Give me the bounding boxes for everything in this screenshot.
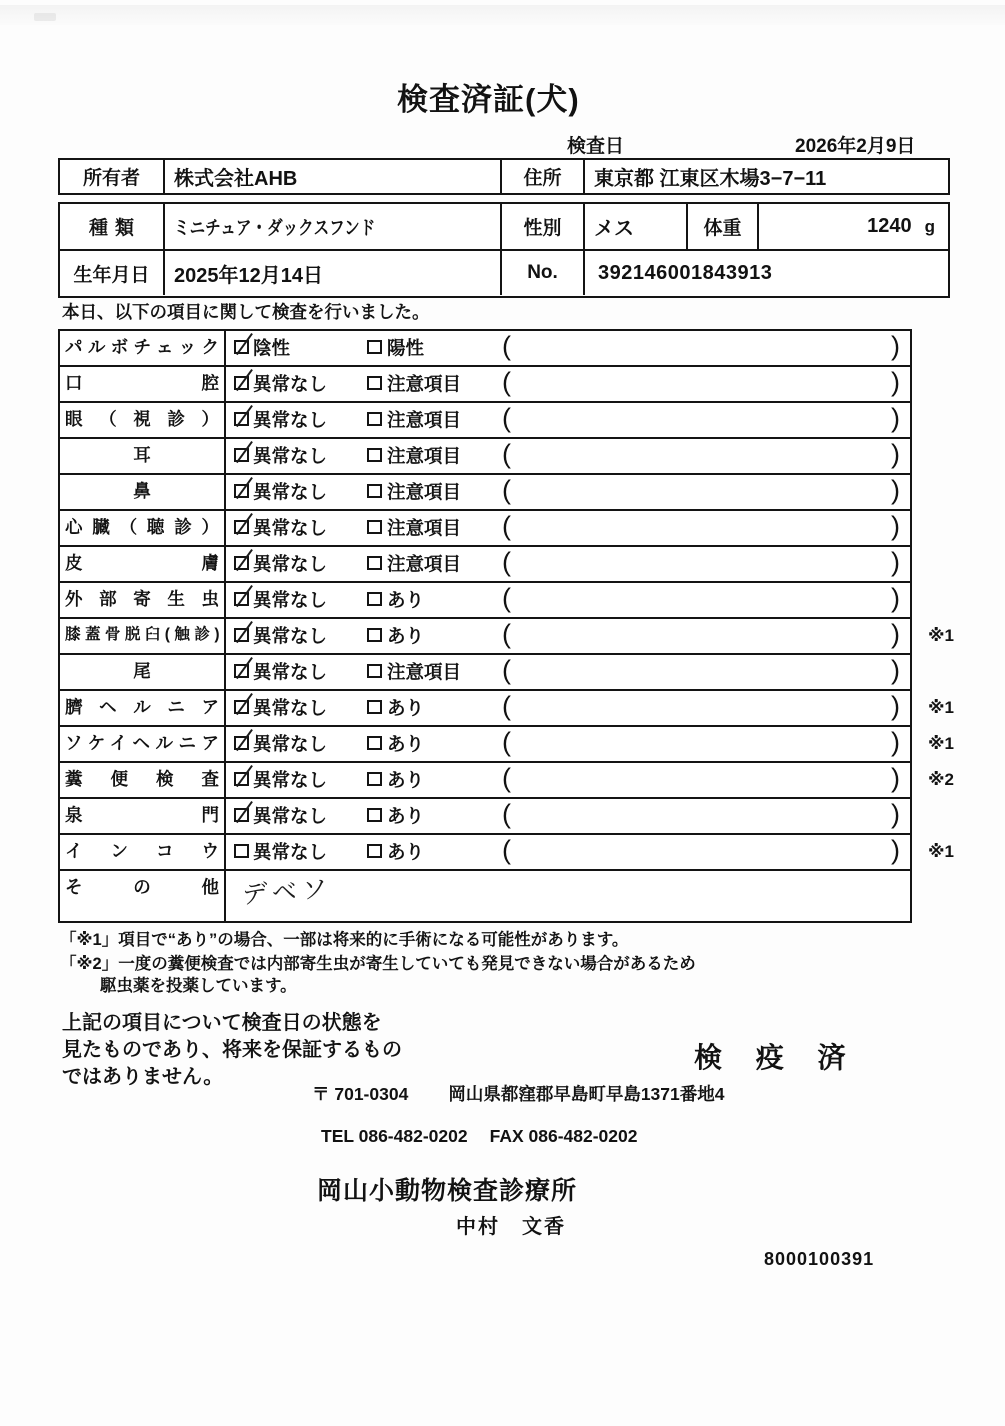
checkbox-unchecked xyxy=(367,412,382,426)
footnote-marker: ※1 xyxy=(928,698,954,717)
close-paren: ) xyxy=(891,366,900,397)
pet-table-row-2 xyxy=(60,251,948,295)
option-2-label: 注意項目 xyxy=(387,373,462,395)
checklist-item-label: 膝蓋骨脱臼(触診) xyxy=(60,619,226,653)
checkbox-checked xyxy=(234,412,249,426)
option-2-label: 注意項目 xyxy=(387,445,462,467)
checklist-item-label: パルボチェック xyxy=(60,331,226,365)
option-2-label: あり xyxy=(387,589,425,611)
page-title: 検査済証(犬) xyxy=(397,82,580,117)
checklist-row xyxy=(60,439,910,475)
option-1-label: 異常なし xyxy=(253,733,328,755)
option-2-label: 注意項目 xyxy=(387,409,462,431)
close-paren: ) xyxy=(891,618,900,649)
checkbox-unchecked xyxy=(367,736,382,750)
clinic-address: 岡山県都窪郡早島町早島1371番地4 xyxy=(448,1084,725,1104)
sex-label: 性別 xyxy=(502,204,585,249)
owner-value: 株式会社AHB xyxy=(165,160,502,193)
option-1-label: 異常なし xyxy=(253,481,328,503)
checklist-item-label: 外部寄生虫 xyxy=(60,583,226,617)
footnote-2: 「※2」一度の糞便検査では内部寄生虫が寄生していても発見できない場合があるため xyxy=(60,955,696,973)
open-paren: ( xyxy=(502,582,511,613)
option-2-label: あり xyxy=(387,805,425,827)
open-paren: ( xyxy=(502,798,511,829)
checklist-item-content xyxy=(226,655,910,689)
checklist-item-content xyxy=(226,691,910,725)
quarantine-passed-stamp: 検 疫 済 xyxy=(694,1042,859,1073)
serial-number: 8000100391 xyxy=(764,1249,875,1269)
checklist-item-label: 口腔 xyxy=(60,367,226,401)
option-1-label: 異常なし xyxy=(253,841,328,863)
checkbox-checked xyxy=(234,700,249,714)
checklist-item-label: 臍ヘルニア xyxy=(60,691,226,725)
sex-value: メス xyxy=(585,204,688,249)
option-1-label: 異常なし xyxy=(253,661,328,683)
checklist-item-label: 泉門 xyxy=(60,799,226,833)
breed-label: 種類 xyxy=(60,204,165,249)
checkbox-unchecked xyxy=(234,844,249,858)
checkbox-checked xyxy=(234,340,249,354)
clinic-postal-code: 〒 701-0304 xyxy=(312,1084,409,1104)
option-1-label: 異常なし xyxy=(253,445,328,467)
checklist-item-content xyxy=(226,835,910,869)
checkbox-checked xyxy=(234,376,249,390)
address-value: 東京都 江東区木場3−7−11 xyxy=(594,168,827,190)
footnote-marker: ※1 xyxy=(928,734,954,753)
open-paren: ( xyxy=(502,546,511,577)
checklist-row xyxy=(60,799,910,835)
checklist-row xyxy=(60,871,910,921)
checklist-row xyxy=(60,726,954,763)
open-paren: ( xyxy=(502,474,511,505)
clinic-postal-line xyxy=(312,1081,725,1106)
dob-value: 2025年12月14日 xyxy=(165,251,502,295)
close-paren: ) xyxy=(891,834,900,865)
checkbox-unchecked xyxy=(367,628,382,642)
open-paren: ( xyxy=(502,402,511,433)
checkbox-unchecked xyxy=(367,448,382,462)
checklist-item-label: 眼（視診） xyxy=(60,403,226,437)
checklist-row xyxy=(60,690,954,727)
checklist-row xyxy=(60,331,910,367)
checkbox-unchecked xyxy=(367,520,382,534)
checklist-item-content xyxy=(226,763,910,797)
checkbox-checked xyxy=(234,592,249,606)
exam-date-label: 検査日 xyxy=(567,136,625,157)
checkbox-unchecked xyxy=(367,700,382,714)
checklist-item-content xyxy=(226,547,910,581)
checklist-item-content xyxy=(226,799,910,833)
option-2-label: あり xyxy=(387,625,425,647)
no-value: 392146001843913 xyxy=(598,261,773,284)
option-2-label: 注意項目 xyxy=(387,661,462,683)
checklist-item-label: その他 xyxy=(60,871,226,921)
checklist-item-content xyxy=(226,439,910,473)
checklist-item-content xyxy=(226,871,910,921)
no-label: No. xyxy=(502,251,585,295)
breed-cell xyxy=(165,204,502,249)
weight-cell xyxy=(759,204,948,249)
open-paren: ( xyxy=(502,762,511,793)
option-1-label: 異常なし xyxy=(253,517,328,539)
checkbox-unchecked xyxy=(367,340,382,354)
scan-artifact-band xyxy=(0,5,1005,25)
option-1-label: 異常なし xyxy=(253,553,328,575)
open-paren: ( xyxy=(502,726,511,757)
footnote-marker: ※2 xyxy=(928,770,954,789)
open-paren: ( xyxy=(502,438,511,469)
checklist-item-label: 皮膚 xyxy=(60,547,226,581)
checkbox-checked xyxy=(234,556,249,570)
disclaimer-line-2: 見たものであり、将来を保証するもの xyxy=(62,1039,402,1061)
weight-unit: g xyxy=(924,216,935,236)
close-paren: ) xyxy=(891,690,900,721)
checklist-item-label: 耳 xyxy=(60,439,226,473)
close-paren: ) xyxy=(891,438,900,469)
checkbox-unchecked xyxy=(367,556,382,570)
close-paren: ) xyxy=(891,474,900,505)
option-2-label: あり xyxy=(387,841,425,863)
option-2-label: あり xyxy=(387,769,425,791)
open-paren: ( xyxy=(502,366,511,397)
checkbox-unchecked xyxy=(367,844,382,858)
checklist-row xyxy=(60,834,954,871)
handwritten-note: デベソ xyxy=(241,874,333,910)
checklist-item-content xyxy=(226,583,910,617)
disclaimer-text xyxy=(62,1010,402,1091)
checkbox-unchecked xyxy=(367,592,382,606)
open-paren: ( xyxy=(502,690,511,721)
checklist-item-label: ソケイヘルニア xyxy=(60,727,226,761)
option-2-label: あり xyxy=(387,733,425,755)
option-1-label: 異常なし xyxy=(253,409,328,431)
checklist-row xyxy=(60,762,954,799)
pet-table-row-1 xyxy=(60,204,948,251)
intro-text: 本日、以下の項目に関して検査を行いました。 xyxy=(62,302,430,322)
checklist-row xyxy=(60,655,910,691)
footnote-marker: ※1 xyxy=(928,626,954,645)
checklist-item-label: 心臓（聴診） xyxy=(60,511,226,545)
close-paren: ) xyxy=(891,402,900,433)
close-paren: ) xyxy=(891,546,900,577)
scan-artifact-blot xyxy=(34,13,56,21)
checklist-item-content xyxy=(226,619,910,653)
open-paren: ( xyxy=(502,654,511,685)
checkbox-checked xyxy=(234,448,249,462)
checklist-item-content xyxy=(226,331,910,365)
option-1-label: 異常なし xyxy=(253,589,328,611)
option-2-label: あり xyxy=(387,697,425,719)
dob-label: 生年月日 xyxy=(60,251,165,295)
checkbox-unchecked xyxy=(367,808,382,822)
footnote-2-continued: 駆虫薬を投薬しています。 xyxy=(100,977,297,995)
pet-table xyxy=(58,202,950,298)
checkbox-checked xyxy=(234,520,249,534)
checklist-row xyxy=(60,475,910,511)
checkbox-unchecked xyxy=(367,664,382,678)
owner-label: 所有者 xyxy=(60,160,165,193)
option-2-label: 注意項目 xyxy=(387,481,462,503)
checklist-row xyxy=(60,583,910,619)
checklist-item-label: 尾 xyxy=(60,655,226,689)
open-paren: ( xyxy=(502,834,511,865)
checkbox-checked xyxy=(234,736,249,750)
checklist-table xyxy=(58,329,954,923)
close-paren: ) xyxy=(891,582,900,613)
veterinarian-name: 中村 文香 xyxy=(456,1216,566,1238)
checklist-row xyxy=(60,403,910,439)
option-1-label: 異常なし xyxy=(253,373,328,395)
clinic-tel: TEL 086-482-0202 xyxy=(321,1126,468,1146)
footnote-marker: ※1 xyxy=(928,842,954,861)
clinic-name: 岡山小動物検査診療所 xyxy=(317,1177,578,1205)
disclaimer-line-1: 上記の項目について検査日の状態を xyxy=(62,1012,382,1034)
checkbox-unchecked xyxy=(367,772,382,786)
open-paren: ( xyxy=(502,618,511,649)
option-1-label: 異常なし xyxy=(253,769,328,791)
open-paren: ( xyxy=(502,330,511,361)
close-paren: ) xyxy=(891,726,900,757)
checkbox-checked xyxy=(234,664,249,678)
checklist-row xyxy=(60,367,910,403)
address-label: 住所 xyxy=(502,160,585,193)
option-2-label: 注意項目 xyxy=(387,553,462,575)
checkbox-checked xyxy=(234,772,249,786)
weight-label: 体重 xyxy=(688,204,759,249)
checklist-item-label: 糞便検査 xyxy=(60,763,226,797)
checklist-item-label: 鼻 xyxy=(60,475,226,509)
breed-value: ミニチュア・ダックスフンド xyxy=(174,218,376,239)
close-paren: ) xyxy=(891,510,900,541)
checklist-item-content xyxy=(226,511,910,545)
exam-date-value: 2026年2月9日 xyxy=(795,136,916,157)
checklist-row xyxy=(60,511,910,547)
owner-table xyxy=(58,158,950,195)
option-1-label: 異常なし xyxy=(253,697,328,719)
close-paren: ) xyxy=(891,762,900,793)
checklist-item-label: インコウ xyxy=(60,835,226,869)
disclaimer-line-3: ではありません。 xyxy=(62,1066,224,1088)
option-1-label: 異常なし xyxy=(253,625,328,647)
checkbox-checked xyxy=(234,808,249,822)
checklist-row xyxy=(60,618,954,655)
close-paren: ) xyxy=(891,798,900,829)
checklist-item-content xyxy=(226,403,910,437)
close-paren: ) xyxy=(891,654,900,685)
open-paren: ( xyxy=(502,510,511,541)
close-paren: ) xyxy=(891,330,900,361)
checkbox-unchecked xyxy=(367,376,382,390)
option-2-label: 陽性 xyxy=(387,337,425,359)
checkbox-checked xyxy=(234,484,249,498)
option-1-label: 異常なし xyxy=(253,805,328,827)
checklist-row xyxy=(60,547,910,583)
weight-value: 1240 xyxy=(867,215,912,237)
checklist-item-content xyxy=(226,475,910,509)
clinic-fax: FAX 086-482-0202 xyxy=(489,1126,638,1146)
option-2-label: 注意項目 xyxy=(387,517,462,539)
checklist-item-content xyxy=(226,727,910,761)
checklist-item-content xyxy=(226,367,910,401)
clinic-tel-line xyxy=(321,1126,637,1147)
checkbox-checked xyxy=(234,628,249,642)
footnote-1: 「※1」項目で“あり”の場合、一部は将来的に手術になる可能性があります。 xyxy=(60,931,629,949)
option-1-label: 陰性 xyxy=(253,337,291,359)
checkbox-unchecked xyxy=(367,484,382,498)
